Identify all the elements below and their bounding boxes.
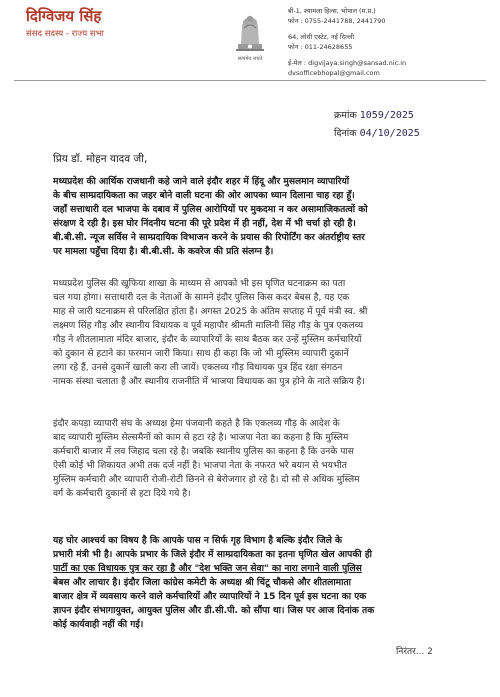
paragraph-3 — [53, 417, 477, 501]
paragraph-line: गौड़ ने शीतलामाता मंदिर बाजार, इंदौर के व्यापारियों के साथ बैठक कर उन्हें मुस्लिम कर्मचारियों — [53, 335, 362, 345]
paragraph-line: चल गया होगा। सत्ताधारी दल के नेताओं के सामने इंदौर पुलिस किस कदर बेबस है, यह एक — [53, 293, 350, 303]
paragraph-line: पार्टी का एक विधायक पुत्र कर रहा है और "देश भक्ति जन सेवा" का नारा लगाने वाली पुलिस — [53, 564, 362, 574]
paragraph-line: पर मामला पहुँचा दिया है। बी.बी.सी. के कवरेज की प्रति संलग्न है। — [53, 247, 274, 257]
paragraph-line: बाद व्यापारी मुस्लिम सेल्समैनों को काम से हटा रहे है। भाजपा नेता का कहना है कि मुस्लिम — [53, 433, 349, 443]
email-line: ई-मेल : digvijaya.singh@sansad.nic.in — [288, 59, 407, 67]
sender-title: संसद सदस्य - राज्य सभा — [26, 29, 104, 39]
paragraph-line: बेबस और लाचार है। इंदौर जिला कांग्रेस कमेटी के अध्यक्ष श्री चिंटू चौकसे और शीतलामाता — [53, 578, 352, 588]
address-line: फोन : 011-24628655 — [288, 43, 353, 51]
paragraph-1 — [53, 175, 477, 259]
paragraph-line: नामक संस्था चलाता है और स्थानीय राजनीति में भाजपा विधायक का पुत्र होने के नाते सक्रिय है। — [53, 377, 365, 387]
reference-number — [334, 108, 414, 121]
paragraph-line: वर्ग के कर्मचारी दुकानों से हटा दिये गये है। — [53, 489, 191, 499]
paragraph-line: कर्मचारी बाजार में लव जिहाद चला रहे है। जबकि स्थानीय पुलिस का कहना है कि उनके पास — [53, 447, 354, 457]
letter-date-value: 04/10/2025 — [359, 128, 420, 139]
page-number: 2 — [427, 647, 433, 657]
paragraph-line: बी.बी.सी. न्यूज सर्विस ने साम्प्रदायिक विभाजन करने के प्रयास की रिपोर्टिंग कर अंतर्राष्ट्रीय स्तर — [53, 233, 365, 243]
paragraph-line: लक्ष्मण सिंह गौड़ और स्थानीय विधायक व पूर्व महापौर श्रीमती मालिनी सिंह गौड़ के पुत्र एकलव्य — [53, 321, 364, 331]
paragraph-line: यह घोर आश्चर्य का विषय है कि आपके पास न सिर्फ गृह विभाग है बल्कि इंदौर जिले के — [53, 536, 343, 546]
paragraph-line: को दुकान से हटाने का फरमान जारी किया। साथ ही कहा कि जो भी मुस्लिम व्यापारी दुकानें — [53, 349, 349, 359]
salutation: प्रिय डॉ. मोहन यादव जी, — [53, 153, 148, 165]
address-line: 64, लोधी एस्टेट, नई दिल्ली — [288, 33, 355, 41]
paragraph-2 — [53, 277, 477, 389]
paragraph-line: जहाँ सत्ताधारी दल भाजपा के दबाव में पुलिस आरोपियों पर मुकदमा न कर असामाजिकतत्वों को — [53, 205, 368, 215]
paragraph-line: के बीच साम्प्रदायिकता का जहर बोने वाली घटना की ओर आपका ध्यान दिलाना चाह रहा हूँ। — [53, 191, 355, 201]
paragraph-line: कोई कार्यवाही नहीं की गई। — [53, 620, 144, 630]
continuation-label: निरंतर... — [396, 647, 425, 657]
paragraph-line: बाजार क्षेत्र में व्यवसाय करने वाले कर्मचारियों और व्यापारियों ने 15 दिन पूर्व इस घटना का एक — [53, 592, 367, 602]
address-line: फोन : 0755-2441788, 2441790 — [288, 17, 386, 25]
header-divider — [14, 80, 486, 81]
paragraph-line: इंदौर कपड़ा व्यापारी संघ के अध्यक्ष हेमा पंजवानी कहते है कि एकलव्य गौड़ के आदेश के — [53, 419, 340, 429]
letter-date-label: दिनांक — [334, 128, 357, 139]
paragraph-line: ऐसी कोई भी शिकायत अभी तक दर्ज नहीं है। भाजपा नेता के नफरत भरे बयान से भयभीत — [53, 461, 347, 471]
paragraph-4 — [53, 534, 477, 632]
address-line: बी-1, श्यामला हिल्स, भोपाल (म.प्र.) — [288, 7, 376, 15]
letter-date — [334, 126, 420, 139]
emblem-caption: सत्यमेव जयते — [237, 56, 263, 62]
paragraph-line: मध्यप्रदेश की आर्थिक राजधानी कहे जाने वाले इंदौर शहर में हिंदू और मुसलमान व्यापारियों — [53, 177, 350, 187]
paragraph-line: ज्ञापन इंदौर संभागायुक्त, आयुक्त पुलिस और डी.सी.पी. को सौंपा था। जिस पर आज दिनांक तक — [53, 606, 375, 616]
paragraph-line: मुस्लिम कर्मचारी और व्यापारी रोजी-रोटी छिनने से बेरोजगार हो रहे है। दो सौ से अधिक मुस्लिम — [53, 475, 360, 485]
reference-number-value: 1059/2025 — [359, 110, 414, 121]
paragraph-line: लगा रहे हैं, उनसे दुकानें खाली करा ली जायें। एकलव्य गौड़ विधायक पुत्र हिंद रक्षा संगठन — [53, 363, 343, 373]
reference-number-label: क्रमांक — [334, 110, 357, 121]
sender-name: दिग्विजय सिंह — [26, 7, 102, 25]
national-emblem-icon — [230, 8, 270, 56]
paragraph-line: मध्यप्रदेश पुलिस की खुफिया शाखा के माध्यम से आपको भी इस घृणित घटनाक्रम का पता — [53, 279, 346, 289]
email-line: dvsofficebhopal@gmail.com — [288, 69, 380, 77]
paragraph-line: संरक्षण दे रही है। इस घोर निंदनीय घटना की पूरे प्रदेश में ही नहीं, देश में भी चर्चा हो रही है। — [53, 219, 356, 229]
paragraph-line: प्रभारी मंत्री भी है। आपके प्रभार के जिले इंदौर में साम्प्रदायिकता का इतना घृणित खेल आपकी ही — [53, 550, 373, 560]
paragraph-line: माह से जारी घटनाक्रम से परिलक्षित होता है। अगस्त 2025 के अंतिम सप्ताह में पूर्व मंत्री स्व. श्री — [53, 307, 368, 317]
page-continuation — [396, 644, 433, 657]
